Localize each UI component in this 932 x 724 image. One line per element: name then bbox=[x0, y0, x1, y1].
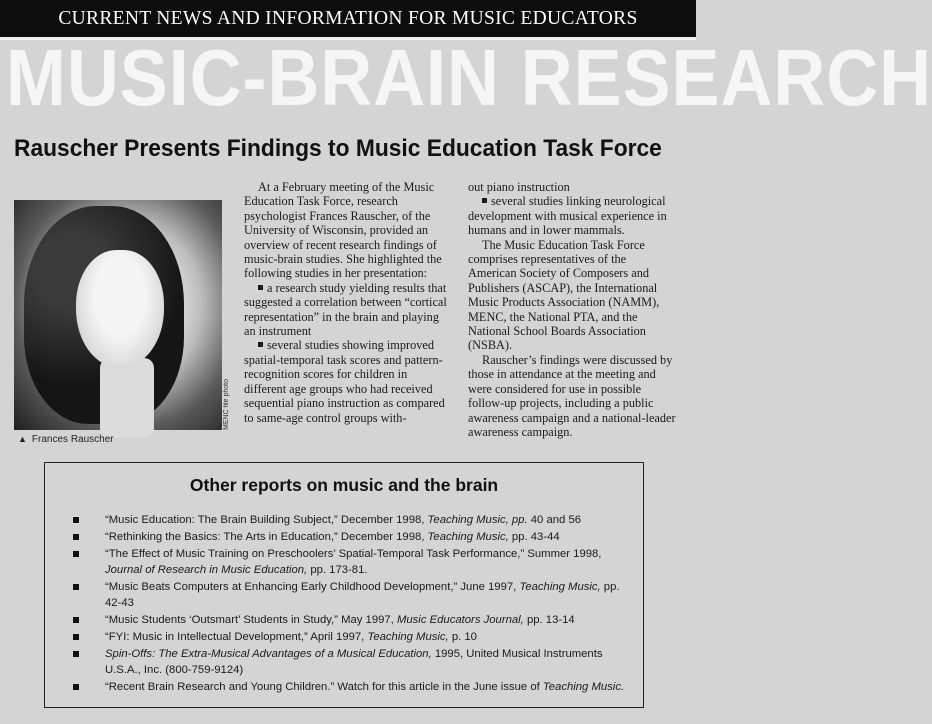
square-bullet-icon bbox=[73, 517, 79, 523]
report-publication: Teaching Music, bbox=[367, 631, 449, 644]
bullet-text: several studies linking neurological development with musical experience in humans and in lower mammals. bbox=[468, 194, 667, 238]
square-bullet-icon bbox=[482, 198, 487, 203]
report-text: “The Effect of Music Training on Preschoolers’ Spatial-Temporal Task Performance,” Summer 1998, bbox=[105, 548, 602, 561]
report-publication: Music Educators Journal, bbox=[396, 613, 524, 626]
report-publication: Journal of Research in Music Education, bbox=[105, 563, 308, 576]
bullet-text: several studies showing improved spatial-temporal task scores and pattern-recognition scores for children in different age groups who had received sequential piano instruction as compared to same-age control groups with- bbox=[244, 338, 445, 425]
reports-list bbox=[73, 513, 633, 697]
report-text: 1995, United Musical Instruments U.S.A., Inc. (800-759-9124) bbox=[105, 648, 603, 676]
list-item bbox=[73, 680, 633, 696]
paragraph: At a February meeting of the Music Education Task Force, research psychologist Frances Rauscher, of the University of Wisconsin, provided an overview of recent research findings of music-brain studies. She highlighted the following studies in her presentation: bbox=[244, 180, 442, 281]
photo-caption bbox=[18, 434, 114, 445]
list-item bbox=[73, 513, 633, 529]
report-text: “Music Education: The Brain Building Subject,” December 1998, bbox=[105, 514, 428, 526]
list-item bbox=[73, 630, 633, 646]
report-publication: Teaching Music. bbox=[542, 681, 625, 694]
report-text: pp. 42-43 bbox=[105, 581, 620, 609]
photo-credit: MENC file photo bbox=[223, 379, 230, 430]
square-bullet-icon bbox=[73, 551, 79, 557]
banner-title: MUSIC-BRAIN RESEARCH bbox=[6, 33, 932, 122]
report-text: “FYI: Music in Intellectual Development,” April 1997, bbox=[105, 631, 368, 644]
photo-neck bbox=[100, 358, 154, 438]
square-bullet-icon bbox=[73, 634, 79, 640]
report-text: “Recent Brain Research and Young Children.” Watch for this article in the June issue of bbox=[105, 681, 543, 694]
caption-text: Frances Rauscher bbox=[31, 434, 114, 445]
triangle-icon: ▲ bbox=[18, 434, 27, 444]
report-text: p. 10 bbox=[448, 631, 477, 644]
paragraph: Rauscher’s findings were discussed by those in attendance at the meeting and were considered for use in possible follow-up projects, including a public awareness campaign and a national-leader awareness campaign. bbox=[468, 352, 676, 439]
report-text: 40 and 56 bbox=[527, 514, 582, 526]
report-text: “Rethinking the Basics: The Arts in Education,” December 1998, bbox=[105, 531, 428, 544]
list-item bbox=[73, 613, 633, 629]
portrait-photo bbox=[14, 200, 222, 430]
report-text: “Music Students ‘Outsmart’ Students in Study,” May 1997, bbox=[105, 613, 397, 626]
bullet-item bbox=[244, 338, 452, 424]
list-item bbox=[73, 647, 633, 678]
list-item bbox=[73, 547, 633, 578]
paragraph: out piano instruction bbox=[468, 180, 570, 194]
bullet-item bbox=[244, 281, 452, 339]
section-header-text: CURRENT NEWS AND INFORMATION FOR MUSIC EDUCATORS bbox=[58, 7, 638, 29]
square-bullet-icon bbox=[258, 342, 263, 347]
article-column-2 bbox=[468, 180, 676, 439]
report-publication: Teaching Music, bbox=[519, 581, 601, 594]
bullet-item bbox=[468, 194, 676, 237]
square-bullet-icon bbox=[73, 584, 79, 590]
report-text: pp. 43-44 bbox=[508, 531, 560, 544]
paragraph: The Music Education Task Force comprises representatives of the American Society of Composers and Publishers (ASCAP), the International Music Products Association (NAMM), MENC, the National PTA, and the National School Boards Association (NSBA). bbox=[468, 237, 660, 353]
reports-title: Other reports on music and the brain bbox=[189, 475, 499, 495]
square-bullet-icon bbox=[73, 684, 79, 690]
list-item bbox=[73, 580, 633, 611]
square-bullet-icon bbox=[258, 285, 263, 290]
reports-box bbox=[44, 462, 644, 708]
report-publication: Spin-Offs: The Extra-Musical Advantages of a Musical Education, bbox=[105, 648, 432, 661]
report-publication: Teaching Music, pp. bbox=[427, 514, 528, 526]
photo-face bbox=[76, 250, 164, 368]
report-text: pp. 173-81. bbox=[307, 563, 368, 576]
article-column-1 bbox=[244, 180, 452, 425]
banner bbox=[0, 33, 932, 126]
square-bullet-icon bbox=[73, 534, 79, 540]
article-headline: Rauscher Presents Findings to Music Education Task Force bbox=[14, 135, 662, 162]
report-text: pp. 13-14 bbox=[523, 613, 575, 626]
square-bullet-icon bbox=[73, 617, 79, 623]
report-text: “Music Beats Computers at Enhancing Early Childhood Development,” June 1997, bbox=[105, 581, 520, 594]
square-bullet-icon bbox=[73, 651, 79, 657]
bullet-text: a research study yielding results that suggested a correlation between “cortical representation” in the brain and playing an instrument bbox=[244, 280, 447, 339]
list-item bbox=[73, 530, 633, 546]
report-publication: Teaching Music, bbox=[427, 531, 509, 544]
